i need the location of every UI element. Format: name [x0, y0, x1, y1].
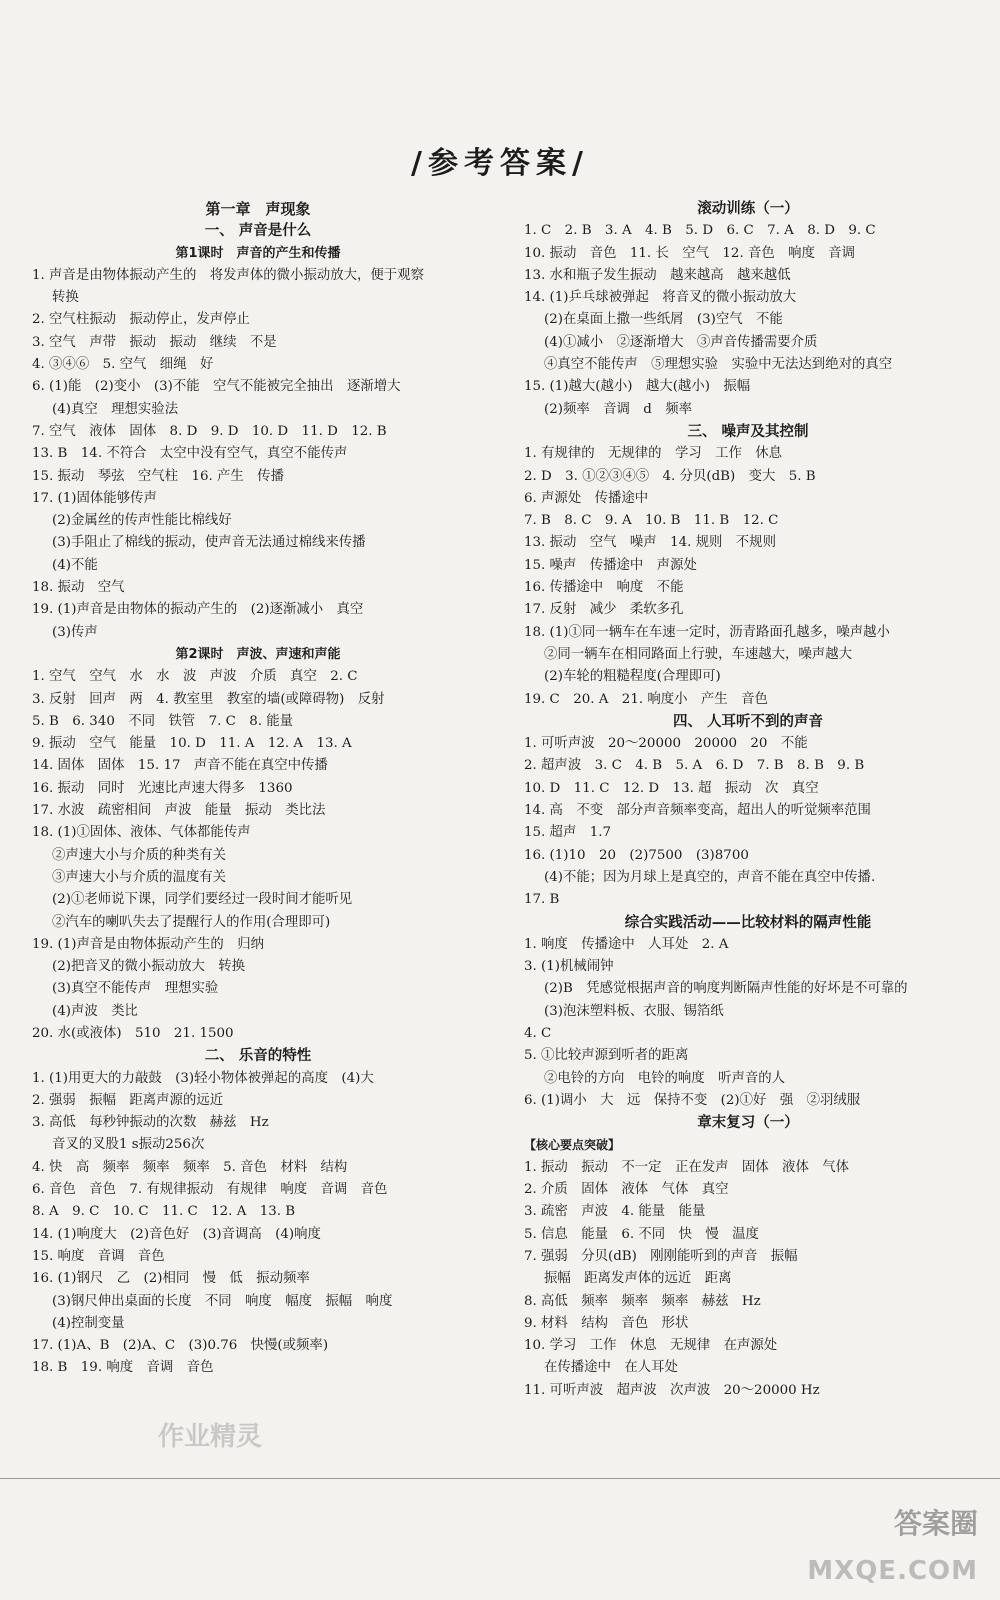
answer-line: 10. D 11. C 12. D 13. 超 振动 次 真空 [524, 780, 819, 796]
section-heading: 四、 人耳听不到的声音 [672, 713, 824, 730]
answer-line: (2)B 凭感觉根据声音的响度判断隔声性能的好坏是不可靠的 [544, 981, 908, 997]
answer-line: 音叉的叉股1 s振动256次 [52, 1137, 205, 1153]
answer-line: (4)控制变量 [52, 1315, 125, 1331]
right-column [524, 198, 972, 1402]
answer-line: 在传播途中 在人耳处 [544, 1360, 678, 1376]
left-column [32, 198, 484, 1380]
answer-line: 17. B [524, 892, 560, 908]
answer-line: 19. (1)声音是由物体振动产生的 归纳 [32, 936, 264, 952]
answer-line: (3)泡沫塑料板、衣服、锡箔纸 [544, 1003, 724, 1019]
watermark-text: 作业精灵 [158, 1422, 263, 1452]
answer-line: 1. (1)用更大的力敲鼓 (3)轻小物体被弹起的高度 (4)大 [32, 1070, 374, 1086]
answer-line: 17. 反射 减少 柔软多孔 [524, 602, 684, 618]
answer-line: 15. 噪声 传播途中 声源处 [524, 557, 697, 573]
answer-line: (3)手阻止了棉线的振动，使声音无法通过棉线来传播 [52, 535, 366, 551]
answer-line: 6. (1)调小 大 远 保持不变 (2)①好 强 ②羽绒服 [524, 1092, 861, 1108]
section-heading: 三、 噪声及其控制 [687, 423, 809, 440]
answer-line: 1. 振动 振动 不一定 正在发声 固体 液体 气体 [524, 1159, 850, 1175]
answer-line: 14. (1)乒乓球被弹起 将音叉的微小振动放大 [524, 290, 797, 306]
answer-line: 11. 可听声波 超声波 次声波 20～20000 Hz [524, 1382, 820, 1398]
answer-line: 2. 超声波 3. C 4. B 5. A 6. D 7. B 8. B 9. B [524, 758, 865, 774]
answer-line: 2. 强弱 振幅 距离声源的远近 [32, 1092, 224, 1108]
answer-line: 16. (1)10 20 (2)7500 (3)8700 [524, 847, 749, 863]
answer-line: (2)金属丝的传声性能比棉线好 [52, 513, 232, 529]
answer-line: 15. (1)越大(越小) 越大(越小) 振幅 [524, 379, 751, 395]
answer-line: (2)车轮的粗糙程度(合理即可) [544, 669, 721, 685]
answer-line: 14. 固体 固体 15. 17 声音不能在真空中传播 [32, 758, 328, 774]
answer-line: ②声速大小与介质的种类有关 [52, 847, 227, 863]
answer-line: 3. 反射 回声 两 4. 教室里 教室的墙(或障碍物) 反射 [32, 691, 385, 707]
answer-line: 9. 材料 结构 音色 形状 [524, 1315, 689, 1331]
section-heading: 综合实践活动——比较材料的隔声性能 [624, 914, 872, 931]
answer-line: 17. (1)固体能够传声 [32, 490, 157, 506]
answer-line: 14. 高 不变 部分声音频率变高，超出人的听觉频率范围 [524, 803, 871, 819]
answer-line: 3. 空气 声带 振动 振动 继续 不是 [32, 334, 277, 350]
answer-line: 3. 高低 每秒钟振动的次数 赫兹 Hz [32, 1115, 269, 1131]
answer-line: 4. 快 高 频率 频率 频率 5. 音色 材料 结构 [32, 1159, 348, 1175]
answer-line: 16. (1)钢尺 乙 (2)相同 慢 低 振动频率 [32, 1271, 310, 1287]
answer-line: 19. C 20. A 21. 响度小 产生 音色 [524, 691, 768, 707]
answer-line: ④真空不能传声 ⑤理想实验 实验中无法达到绝对的真空 [544, 357, 893, 373]
answer-line: 9. 振动 空气 能量 10. D 11. A 12. A 13. A [32, 736, 352, 752]
section-heading: 第2课时 声波、声速和声能 [175, 646, 341, 662]
page-title: /参考答案/ [411, 146, 589, 181]
answer-line: (3)传声 [52, 624, 98, 640]
answer-line: 振幅 距离发声体的远近 距离 [544, 1271, 732, 1287]
answer-line: 转换 [52, 290, 79, 306]
answer-line: 1. C 2. B 3. A 4. B 5. D 6. C 7. A 8. D 9. C [524, 223, 876, 239]
section-heading: 一、 声音是什么 [204, 223, 312, 240]
answer-line: (2)把音叉的微小振动放大 转换 [52, 959, 246, 975]
answer-line: 13. B 14. 不符合 太空中没有空气，真空不能传声 [32, 446, 348, 462]
answer-line: 3. (1)机械闹钟 [524, 959, 614, 975]
answer-line: (4)不能 [52, 557, 98, 573]
answer-line: (4)①减小 ②逐渐增大 ③声音传播需要介质 [544, 334, 818, 350]
bottom-divider [0, 1478, 1000, 1479]
watermark-url: MXQE.COM [807, 1556, 978, 1586]
answer-line: 6. (1)能 (2)变小 (3)不能 空气不能被完全抽出 逐渐增大 [32, 379, 401, 395]
answer-line: 19. (1)声音是由物体的振动产生的 (2)逐渐减小 真空 [32, 602, 364, 618]
answer-line: 1. 空气 空气 水 水 波 声波 介质 真空 2. C [32, 669, 358, 685]
answer-line: 8. 高低 频率 频率 频率 赫兹 Hz [524, 1293, 761, 1309]
answer-line: 18. B 19. 响度 音调 音色 [32, 1360, 214, 1376]
answer-line: 6. 音色 音色 7. 有规律振动 有规律 响度 音调 音色 [32, 1182, 388, 1198]
answer-line: 7. B 8. C 9. A 10. B 11. B 12. C [524, 513, 779, 529]
answer-line: 1. 可听声波 20～20000 20000 20 不能 [524, 736, 808, 752]
answer-line: 5. B 6. 340 不同 铁管 7. C 8. 能量 [32, 713, 294, 729]
answer-line: 15. 超声 1.7 [524, 825, 612, 841]
answer-line: 2. 介质 固体 液体 气体 真空 [524, 1182, 729, 1198]
answer-line: 10. 学习 工作 休息 无规律 在声源处 [524, 1338, 778, 1354]
section-heading: 第1课时 声音的产生和传播 [175, 245, 341, 261]
answer-line: 17. 水波 疏密相间 声波 能量 振动 类比法 [32, 803, 326, 819]
section-heading: 章末复习（一） [697, 1115, 799, 1132]
section-tag: 【核心要点突破】 [524, 1138, 621, 1153]
answer-line: 3. 疏密 声波 4. 能量 能量 [524, 1204, 706, 1220]
section-heading: 滚动训练（一） [697, 201, 799, 217]
answer-line: 8. A 9. C 10. C 11. C 12. A 13. B [32, 1204, 296, 1220]
answer-line: 4. ③④⑥ 5. 空气 细绳 好 [32, 357, 214, 373]
answer-line: (2)频率 音调 d 频率 [544, 401, 693, 417]
answer-line: 5. 信息 能量 6. 不同 快 慢 温度 [524, 1226, 759, 1242]
answer-line: (3)真空不能传声 理想实验 [52, 981, 219, 997]
answer-line: ②电铃的方向 电铃的响度 听声音的人 [544, 1070, 786, 1086]
answer-line: (4)不能；因为月球上是真空的，声音不能在真空中传播. [544, 869, 876, 885]
answer-line: 15. 振动 琴弦 空气柱 16. 产生 传播 [32, 468, 284, 484]
section-heading: 二、 乐音的特性 [204, 1048, 312, 1065]
answer-line: 18. 振动 空气 [32, 580, 125, 596]
answer-line: 1. 有规律的 无规律的 学习 工作 休息 [524, 446, 783, 462]
answer-line: 13. 振动 空气 噪声 14. 规则 不规则 [524, 535, 776, 551]
answer-line: 16. 传播途中 响度 不能 [524, 580, 684, 596]
answer-line: (4)声波 类比 [52, 1003, 138, 1019]
answer-line: 10. 振动 音色 11. 长 空气 12. 音色 响度 音调 [524, 245, 856, 261]
watermark-logo: 答案圈 [893, 1507, 978, 1540]
answer-line: (2)在桌面上撒一些纸屑 (3)空气 不能 [544, 312, 783, 328]
answer-line: 6. 声源处 传播途中 [524, 490, 649, 506]
answer-line: 5. ①比较声源到听者的距离 [524, 1048, 689, 1064]
answer-line: 17. (1)A、B (2)A、C (3)0.76 快慢(或频率) [32, 1338, 329, 1354]
answer-line: 2. 空气柱振动 振动停止，发声停止 [32, 312, 250, 328]
answer-line: (3)钢尺伸出桌面的长度 不同 响度 幅度 振幅 响度 [52, 1293, 393, 1309]
answer-line: 14. (1)响度大 (2)音色好 (3)音调高 (4)响度 [32, 1226, 321, 1242]
answer-line: ②汽车的喇叭失去了提醒行人的作用(合理即可) [52, 914, 331, 930]
answer-line: 13. 水和瓶子发生振动 越来越高 越来越低 [524, 267, 791, 283]
answer-line: 1. 声音是由物体振动产生的 将发声体的微小振动放大，便于观察 [32, 267, 424, 283]
answer-line: 7. 强弱 分贝(dB) 刚刚能听到的声音 振幅 [524, 1248, 798, 1264]
answer-line: ②同一辆车在相同路面上行驶，车速越大，噪声越大 [544, 646, 852, 662]
answer-line: 18. (1)①同一辆车在车速一定时，沥青路面孔越多，噪声越小 [524, 624, 890, 640]
answer-line: 16. 振动 同时 光速比声速大得多 1360 [32, 780, 293, 796]
answer-line: 4. C [524, 1025, 552, 1041]
answer-line: 18. (1)①固体、液体、气体都能传声 [32, 825, 251, 841]
answer-line: 20. 水(或液体) 510 21. 1500 [32, 1025, 234, 1041]
answer-line: 1. 响度 传播途中 人耳处 2. A [524, 936, 729, 952]
section-heading: 第一章 声现象 [205, 200, 311, 218]
answer-line: 15. 响度 音调 音色 [32, 1248, 165, 1264]
answer-line: ③声速大小与介质的温度有关 [52, 869, 227, 885]
answer-line: 2. D 3. ①②③④⑤ 4. 分贝(dB) 变大 5. B [524, 468, 816, 484]
answer-line: (4)真空 理想实验法 [52, 401, 179, 417]
answer-line: (2)①老师说下课，同学们要经过一段时间才能听见 [52, 892, 353, 908]
answer-line: 7. 空气 液体 固体 8. D 9. D 10. D 11. D 12. B [32, 423, 387, 439]
